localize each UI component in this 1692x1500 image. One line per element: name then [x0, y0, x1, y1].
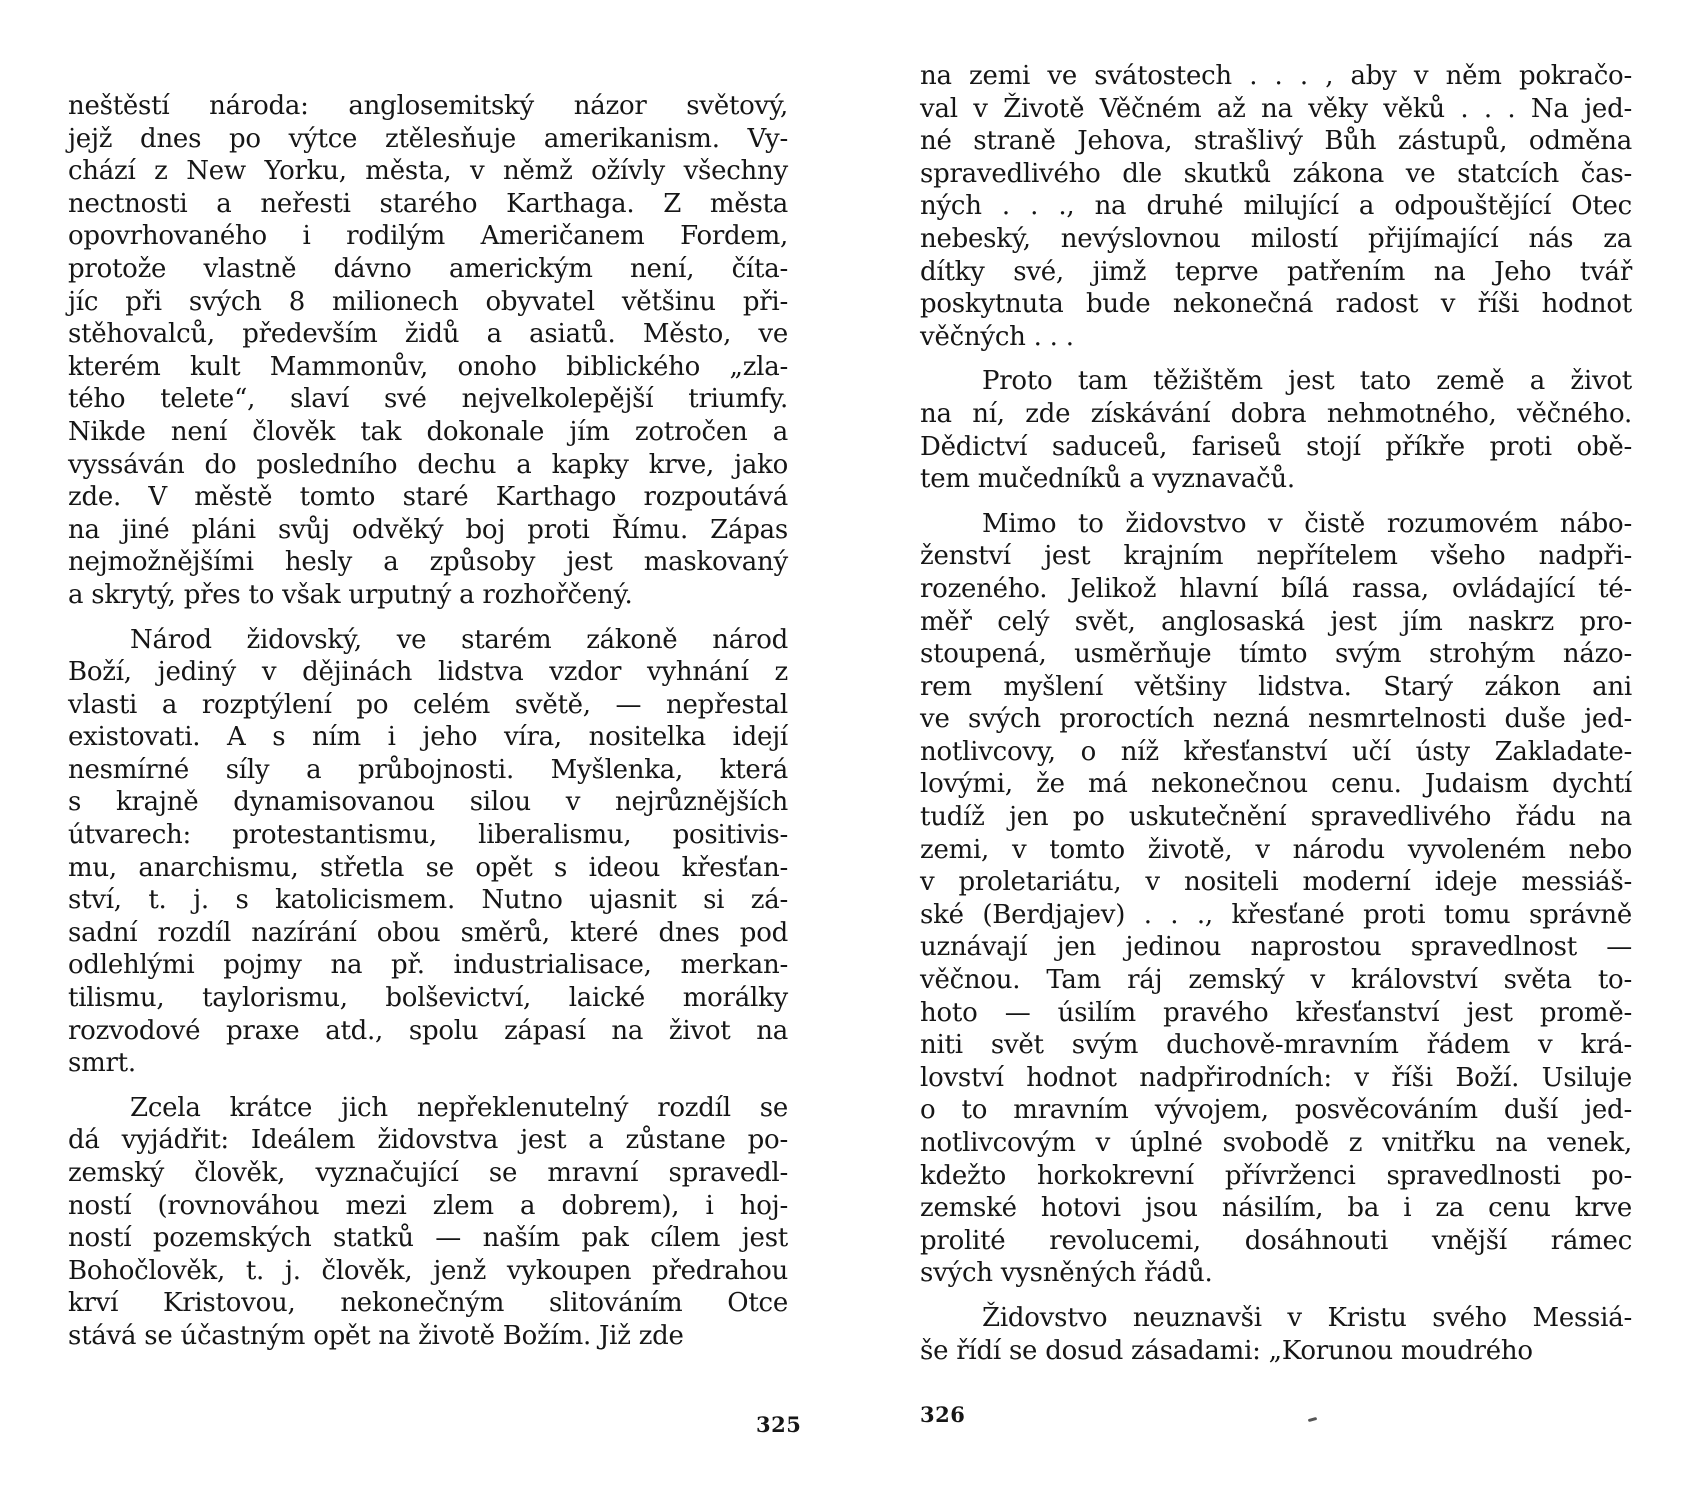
text-line: Proto tam těžištěm jest tato země a život [982, 366, 1632, 397]
print-speck [1308, 1417, 1317, 1422]
text-line: stává se účastným opět na životě Božím. Již zde [68, 1320, 684, 1351]
text-line: tudíž jen po uskutečnění spravedlivého řádu na [920, 802, 1632, 833]
paragraph [68, 1092, 788, 1353]
text-line: spravedlivého dle skutků zákona ve statcích čas- [920, 158, 1632, 189]
text-line: val v Životě Věčném až na věky věků . . . Na jed- [920, 93, 1632, 124]
text-line: notlivcovy, o níž křesťanství učí ústy Zakladate- [920, 736, 1632, 767]
text-line: na zemi ve svátostech . . . , aby v něm pokračo- [920, 61, 1632, 91]
text-line: vyssáván do posledního dechu a kapky krve, jako [68, 449, 788, 480]
text-line: zde. V městě tomto staré Karthago rozpoutává [68, 482, 788, 513]
text-line: nebeský, nevýslovnou milostí přijímající nás za [920, 223, 1632, 254]
text-line: tem mučedníků a vyznavačů. [920, 464, 1295, 495]
text-line: poskytnuta bude nekonečná radost v říši hodnot [920, 289, 1632, 320]
text-line: v proletariátu, v nositeli moderní ideje messiáš- [920, 867, 1632, 898]
text-line: zemský člověk, vyznačující se mravní spravedl- [68, 1158, 788, 1188]
paragraph [920, 508, 1632, 1290]
text-line: ností pozemských statků — naším pak cílem jest [68, 1223, 788, 1254]
text-line: ností (rovnováhou mezi zlem a dobrem), i hoj- [68, 1190, 788, 1221]
text-line: kdežto horkokrevní přívrženci spravedlnosti po- [920, 1160, 1632, 1191]
text-line: stoupená, usměrňuje tímto svým strohým názo- [920, 639, 1632, 670]
text-line: dá vyjádřit: Ideálem židovstva jest a zůstane po- [68, 1125, 788, 1156]
paragraph [68, 90, 788, 612]
page-number-left: 325 [756, 1412, 802, 1437]
text-line: jíc při svých 8 milionech obyvatel většinu při- [68, 286, 788, 317]
text-line: zemi, v tomto životě, v národu vyvoleném nebo [920, 834, 1632, 865]
text-line: rozvodové praxe atd., spolu zápasí na život na [68, 1015, 788, 1046]
text-line: še řídí se dosud zásadami: „Korunou moudrého [920, 1335, 1533, 1366]
text-line: Národ židovský, ve starém zákoně národ [130, 624, 788, 655]
text-line: měř celý svět, anglosaská jest jím naskrz pro- [920, 606, 1632, 637]
text-line: Dědictví saduceů, fariseů stojí příkře proti obě- [920, 431, 1632, 462]
text-line: ženství jest krajním nepřítelem všeho nadpři- [920, 541, 1632, 572]
text-line: nejmožnějšími hesly a způsoby jest maskovaný [68, 547, 788, 578]
text-line: smrt. [68, 1048, 136, 1079]
text-line: nesmírné síly a průbojnosti. Myšlenka, která [68, 754, 788, 785]
text-line: nectnosti a neřesti starého Karthaga. Z města [68, 188, 788, 219]
text-line: a skrytý, přes to však urputný a rozhořčený. [68, 579, 633, 610]
text-line: dítky své, jimž teprve patřením na Jeho tvář [920, 256, 1632, 287]
text-line: odlehlými pojmy na př. industrialisace, merkan- [68, 950, 788, 981]
text-line: chází z New Yorku, města, v němž ožívly všechny [68, 156, 788, 187]
text-line: Nikde není člověk tak dokonale jím zotročen a [68, 416, 788, 447]
left-page-text [68, 90, 788, 1353]
paragraph-gap [920, 353, 1632, 365]
text-line: sadní rozdíl nazírání obou směrů, které dnes pod [68, 917, 788, 948]
text-line: na ní, zde získávání dobra nehmotného, věčného. [920, 398, 1632, 429]
text-line: notlivcovým v úplné svobodě z vnitřku na venek, [920, 1128, 1632, 1158]
paragraph-gap [68, 1080, 788, 1092]
text-line: Zcela krátce jich nepřeklenutelný rozdíl se [130, 1092, 788, 1123]
text-line: na jiné pláni svůj odvěký boj proti Římu. Zápas [68, 514, 788, 545]
page-number-right: 326 [920, 1402, 966, 1427]
text-line: lovství hodnot nadpřirodních: v říši Boží. Usiluje [920, 1062, 1632, 1093]
text-line: Židovstvo neuznavši v Kristu svého Messiá- [982, 1302, 1632, 1333]
text-line: ných . . ., na druhé milující a odpouštějící Otec [920, 191, 1632, 222]
text-line: existovati. A s ním i jeho víra, nositelka idejí [68, 722, 788, 753]
text-line: ve svých proroctích nezná nesmrtelnosti duše jed- [920, 704, 1632, 735]
text-line: mu, anarchismu, střetla se opět s ideou křesťan- [68, 852, 788, 883]
text-line: jejž dnes po výtce ztělesňuje amerikanism. Vy- [68, 123, 788, 154]
text-line: tilismu, taylorismu, bolševictví, laické morálky [68, 983, 788, 1014]
text-line: Mimo to židovstvo v čistě rozumovém nábo- [982, 508, 1632, 539]
text-line: rozeného. Jelikož hlavní bílá rassa, ovládající té- [920, 573, 1632, 604]
text-line: o to mravním vývojem, posvěcováním duší jed- [920, 1095, 1632, 1126]
text-line: svých vysněných řádů. [920, 1258, 1213, 1289]
text-line: krví Kristovou, nekonečným slitováním Otce [68, 1288, 788, 1319]
text-line: stěhovalců, především židů a asiatů. Město, ve [68, 319, 788, 350]
paragraph [920, 1302, 1632, 1367]
paragraph-gap [920, 1290, 1632, 1302]
text-line: Boží, jediný v dějinách lidstva vzdor vyhnání z [68, 657, 788, 688]
paragraph [68, 624, 788, 1080]
text-line: kterém kult Mammonův, onoho biblického „zla- [68, 351, 788, 382]
paragraph [920, 60, 1632, 353]
text-line: prolité revolucemi, dosáhnouti vnější rámec [920, 1225, 1632, 1256]
text-line: uznávají jen jedinou naprostou spravedlnost — [920, 932, 1632, 963]
text-line: zemské hotovi jsou násilím, ba i za cenu krve [920, 1193, 1632, 1224]
text-line: hoto — úsilím pravého křesťanství jest promě- [920, 997, 1632, 1028]
text-line: ské (Berdjajev) . . ., křesťané proti tomu správně [920, 899, 1632, 930]
text-line: protože vlastně dávno americkým není, číta- [68, 253, 788, 284]
text-line: né straně Jehova, strašlivý Bůh zástupů, odměna [920, 126, 1632, 157]
text-line: s krajně dynamisovanou silou v nejrůznějších [68, 787, 788, 818]
text-line: rem myšlení většiny lidstva. Starý zákon ani [920, 671, 1632, 702]
text-line: tého telete“, slaví své nejvelkolepější triumfy. [68, 384, 788, 415]
text-line: věčných . . . [920, 321, 1074, 352]
paragraph-gap [68, 612, 788, 624]
text-line: neštěstí národa: anglosemitský názor světový, [68, 91, 788, 121]
text-line: vlasti a rozptýlení po celém světě, — nepřestal [68, 689, 788, 720]
paragraph-gap [920, 496, 1632, 508]
text-line: věčnou. Tam ráj zemský v království světa to- [920, 965, 1632, 996]
text-line: lovými, že má nekonečnou cenu. Judaism dychtí [920, 769, 1632, 800]
text-line: ství, t. j. s katolicismem. Nutno ujasnit si zá- [68, 885, 788, 916]
paragraph [920, 365, 1632, 495]
right-page [846, 0, 1692, 1500]
right-page-text [920, 60, 1632, 1367]
text-line: opovrhovaného i rodilým Američanem Fordem, [68, 221, 788, 252]
text-line: Bohočlověk, t. j. člověk, jenž vykoupen předrahou [68, 1255, 788, 1286]
text-line: útvarech: protestantismu, liberalismu, positivis- [68, 820, 788, 851]
text-line: niti svět svým duchově-mravním řádem v krá- [920, 1030, 1632, 1061]
